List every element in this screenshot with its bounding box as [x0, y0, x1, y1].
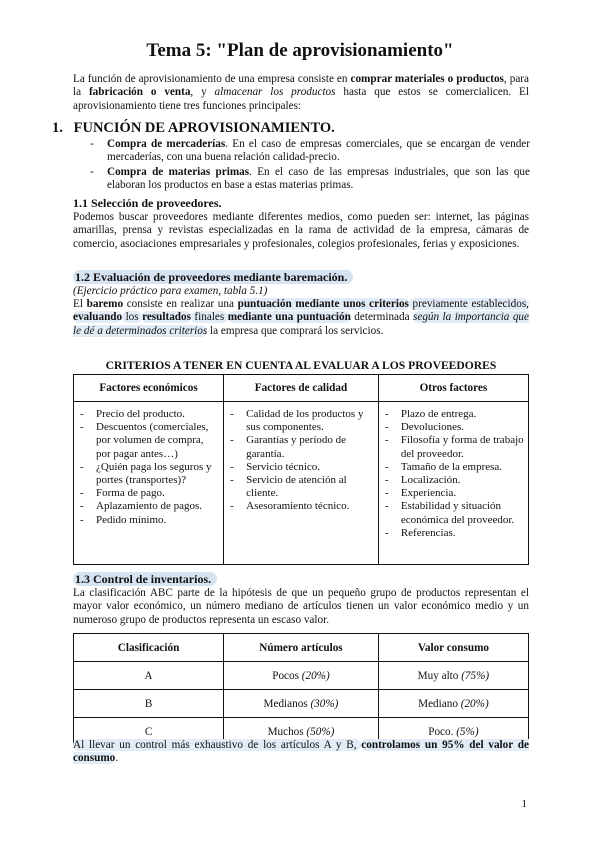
intro-italic: almacenar los productos — [214, 86, 336, 99]
bullet-dash: - — [230, 500, 234, 513]
bullet-text: . En el caso de empresas comerciales, que se encargan de vender mercaderías, con una buena relación calidad-precio. — [107, 138, 531, 164]
criteria-list — [228, 408, 374, 514]
list-item — [228, 461, 374, 474]
list-item-text: ¿Quién paga los seguros y portes (transportes)? — [96, 460, 212, 487]
baremo-bold: mediante una puntuación — [227, 311, 351, 324]
baremo-text: determinada — [350, 311, 414, 324]
table-cell — [378, 662, 528, 690]
criteria-table-title: CRITERIOS A TENER EN CUENTA AL EVALUAR A LOS PROVEEDORES — [105, 359, 497, 372]
list-item — [78, 487, 219, 500]
list-item-text: Servicio técnico. — [246, 460, 321, 473]
document-title: Tema 5: "Plan de aprovisionamiento" — [146, 40, 454, 61]
baremo-text: previamente establecidos, — [408, 298, 529, 310]
baremo-italic: según la importancia que le dé a determinados criterios — [73, 311, 529, 337]
cell-text: Muchos — [267, 725, 307, 738]
bullet-dash: - — [230, 434, 234, 447]
baremo-text: la empresa que comprará los servicios. — [207, 324, 384, 337]
list-item-text: Plazo de entrega. — [400, 408, 477, 420]
list-item — [383, 487, 524, 500]
cell-percent: (20%) — [460, 697, 489, 710]
cell-percent: (30%) — [310, 697, 339, 710]
list-item-text: Tamaño de la empresa. — [400, 460, 503, 473]
bullet-dash: - — [80, 408, 84, 420]
table-header: Factores de calidad — [224, 375, 379, 402]
list-item-text: Filosofía y forma de trabajo del proveedor. — [400, 434, 524, 460]
list-item — [383, 474, 524, 487]
bullet-text: . En el caso de las empresas industriales, que son las que elaboran los productos en base a estas materias primas. — [107, 165, 530, 192]
bullet-dash: - — [80, 487, 84, 500]
cell-text: Mediano — [418, 697, 461, 710]
closing-paragraph — [73, 739, 529, 766]
list-item-text: Devoluciones. — [400, 421, 465, 434]
list-item-text: Localización. — [400, 474, 461, 487]
intro-text: hasta que estos se comercialicen. El aprovisionamiento tiene tres funciones principales: — [73, 86, 529, 112]
baremo-bold: puntuación mediante unos criterios — [237, 298, 409, 310]
bullet-dash: - — [230, 408, 234, 420]
subsection-1-3-text: La clasificación ABC parte de la hipótesis de que un pequeño grupo de productos representan el mayor valor económico, un número mediano de artículos tienen un valor económico medio y un numeroso grupo de productos representa un escaso valor. — [73, 587, 529, 626]
table-cell — [224, 662, 379, 690]
baremo-bold: baremo — [86, 298, 124, 310]
closing-text: . — [115, 752, 119, 765]
cell-percent: (50%) — [306, 725, 335, 738]
table-header: Clasificación — [74, 634, 224, 662]
bullet-item — [90, 138, 530, 165]
section-1-heading — [52, 120, 335, 137]
subsection-1-2-heading — [73, 270, 353, 285]
list-item — [228, 500, 374, 513]
baremo-paragraph — [73, 298, 529, 338]
bullet-dash: - — [230, 460, 234, 473]
table-row — [74, 402, 529, 565]
table-header-row — [74, 634, 529, 662]
highlighted-heading: 1.3 Control de inventarios. — [73, 572, 217, 586]
table-cell: C — [74, 718, 224, 746]
bullet-dash: - — [80, 460, 84, 473]
baremo-text: los — [122, 311, 143, 324]
list-item-text: Aplazamiento de pagos. — [96, 500, 202, 513]
closing-text: Al llevar un control más exhaustivo de los artículos A y B, — [73, 739, 362, 751]
bullet-item — [90, 166, 530, 193]
bullet-dash: - — [384, 421, 389, 434]
list-item — [383, 421, 524, 434]
list-item-text: Servicio de atención al cliente. — [246, 474, 347, 500]
closing-bold: controlamos un 95% del valor de consumo — [73, 739, 529, 765]
list-item-text: Forma de pago. — [96, 487, 165, 500]
list-item-text: Precio del producto. — [96, 408, 185, 420]
list-item-text: Descuentos (comerciales, por volumen de compra, por pagar antes…) — [96, 421, 209, 460]
bullet-dash: - — [90, 165, 94, 178]
list-item — [383, 408, 524, 421]
section-number: 1. — [52, 120, 63, 136]
list-item-text: Pedido mínimo. — [96, 513, 167, 526]
list-item — [228, 408, 374, 434]
cell-percent: (75%) — [461, 669, 490, 682]
baremo-text: finales — [190, 311, 228, 324]
bullet-dash: - — [80, 513, 84, 526]
bullet-dash: - — [90, 138, 94, 150]
list-item — [78, 421, 219, 461]
subsection-1-1-heading: 1.1 Selección de proveedores. — [73, 196, 222, 210]
criteria-column — [378, 402, 528, 565]
bullet-dash: - — [230, 474, 234, 487]
cell-text: Pocos — [272, 669, 302, 682]
intro-text: La función de aprovisionamiento de una empresa consiste en — [73, 73, 351, 85]
criteria-column — [224, 402, 379, 565]
list-item — [78, 408, 219, 421]
baremo-bold: resultados — [142, 311, 191, 324]
list-item — [383, 434, 524, 460]
table-cell — [224, 690, 379, 718]
section-title: FUNCIÓN DE APROVISIONAMIENTO. — [73, 120, 335, 136]
list-item — [383, 500, 524, 526]
cell-percent: (20%) — [301, 669, 330, 682]
bullet-dash: - — [384, 408, 389, 420]
table-cell — [378, 690, 528, 718]
cell-text: Poco. — [428, 725, 457, 738]
baremo-text: El — [73, 298, 87, 310]
page-number: 1 — [521, 798, 527, 810]
table-header: Valor consumo — [378, 634, 528, 662]
list-item — [78, 500, 219, 513]
table-header-row — [74, 375, 529, 402]
table-row — [74, 690, 529, 718]
baremo-bold: evaluando — [73, 311, 123, 324]
bullet-dash: - — [80, 500, 84, 513]
baremo-text: consiste en realizar una — [123, 298, 238, 310]
list-item-text: Calidad de los productos y sus componentes. — [246, 408, 364, 434]
subsection-1-3-heading — [73, 572, 217, 587]
bullet-dash: - — [80, 421, 84, 434]
list-item — [228, 434, 374, 460]
criteria-list — [78, 408, 219, 527]
table-cell: B — [74, 690, 224, 718]
bullet-dash: - — [384, 434, 389, 447]
list-item — [383, 461, 524, 474]
exercise-note: (Ejercicio práctico para examen, tabla 5.1) — [73, 285, 268, 297]
bullet-dash: - — [384, 526, 389, 539]
criteria-list — [383, 408, 524, 540]
criteria-column — [74, 402, 224, 565]
bullet-dash: - — [384, 487, 389, 500]
table-header: Otros factores — [378, 375, 528, 402]
list-item — [228, 474, 374, 500]
intro-bold: fabricación o venta — [88, 86, 191, 99]
intro-bold: comprar materiales o productos — [350, 73, 504, 85]
table-row — [74, 662, 529, 690]
table-cell: A — [74, 662, 224, 690]
table-header: Factores económicos — [74, 375, 224, 402]
list-item-text: Experiencia. — [400, 487, 457, 500]
list-item-text: Garantías y período de garantía. — [246, 434, 347, 460]
list-item — [78, 461, 219, 487]
list-item — [78, 514, 219, 527]
list-item-text: Asesoramiento técnico. — [246, 500, 350, 513]
section-1-bullets — [90, 138, 530, 194]
abc-table — [73, 633, 529, 746]
criteria-table — [73, 374, 529, 565]
bullet-bold: Compra de mercaderías — [107, 138, 226, 150]
intro-paragraph — [73, 73, 529, 113]
cell-text: Medianos — [263, 697, 311, 710]
bullet-dash: - — [384, 500, 389, 513]
list-item-text: Referencias. — [400, 526, 456, 539]
list-item — [383, 527, 524, 540]
bullet-bold: Compra de materias primas — [107, 165, 250, 178]
highlighted-heading: 1.2 Evaluación de proveedores mediante baremación. — [73, 270, 353, 284]
list-item-text: Estabilidad y situación económica del proveedor. — [400, 500, 515, 526]
table-header: Número artículos — [224, 634, 379, 662]
intro-text: , y — [190, 86, 215, 99]
cell-percent: (5%) — [456, 725, 479, 738]
bullet-dash: - — [384, 460, 389, 473]
cell-text: Muy alto — [417, 669, 462, 682]
intro-text: , para la — [73, 73, 529, 99]
bullet-dash: - — [384, 474, 389, 487]
subsection-1-1-text: Podemos buscar proveedores mediante diferentes medios, como pueden ser: internet, las páginas amarillas, prensa y revistas especializadas en la rama de actividad de la empresa, cámaras de comercio, asociaciones empresariales y profesionales, colegios profesionales, ferias y exposiciones. — [73, 211, 529, 250]
